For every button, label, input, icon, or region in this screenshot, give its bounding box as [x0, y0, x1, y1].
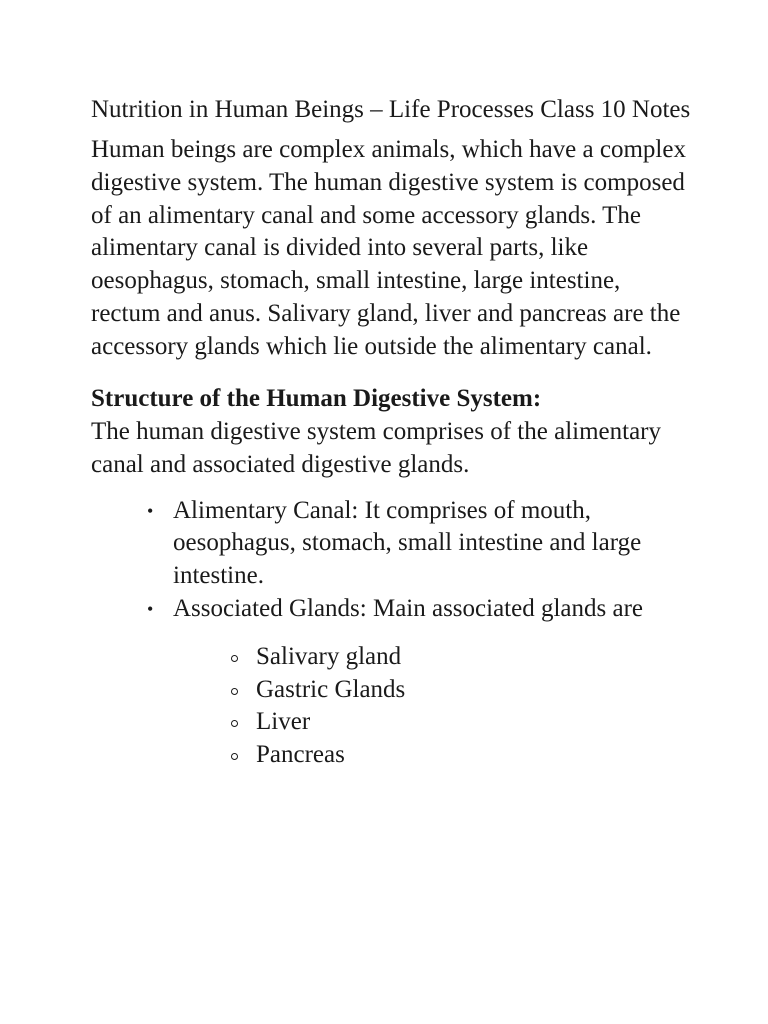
intro-paragraph: Human beings are complex animals, which have a complex digestive system. The human digestive system is composed of an alimentary canal and some accessory glands. The alimentary canal is divided into several parts, like oesophagus, stomach, small intestine, large intestine, rectum and anus. Salivary gland, liver and pancreas are the accessory glands which lie outside the alimentary canal.: [91, 136, 686, 360]
sub-bullet-list: [91, 641, 691, 772]
list-item-text: Alimentary Canal: It comprises of mouth, oesophagus, stomach, small intestine and large intestine.: [173, 496, 642, 590]
sub-list-item-text: Salivary gland: [256, 642, 402, 670]
sub-list-item: [256, 641, 691, 674]
bullet-list: [91, 495, 691, 626]
sub-list-item-text: Liver: [256, 708, 311, 736]
sub-list-item-text: Gastric Glands: [256, 675, 406, 703]
sub-list-item: [256, 706, 691, 739]
sub-list-item: [256, 739, 691, 772]
section-body: The human digestive system comprises of the alimentary canal and associated digestive glands.: [91, 417, 661, 478]
circle-bullet-icon: [231, 720, 238, 727]
section-heading: Structure of the Human Digestive System:: [91, 384, 542, 412]
list-item: [147, 495, 691, 593]
sub-list-item-text: Pancreas: [256, 741, 345, 769]
list-item-text: Associated Glands: Main associated glands are: [173, 594, 644, 622]
list-item: [147, 593, 691, 626]
document-title: Nutrition in Human Beings – Life Processes Class 10 Notes: [91, 96, 691, 123]
document-page: [91, 93, 691, 772]
sub-list-item: [256, 674, 691, 707]
circle-bullet-icon: [231, 753, 238, 760]
bullet-icon: •: [147, 598, 154, 619]
bullet-icon: •: [147, 500, 154, 521]
circle-bullet-icon: [231, 655, 238, 662]
circle-bullet-icon: [231, 688, 238, 695]
